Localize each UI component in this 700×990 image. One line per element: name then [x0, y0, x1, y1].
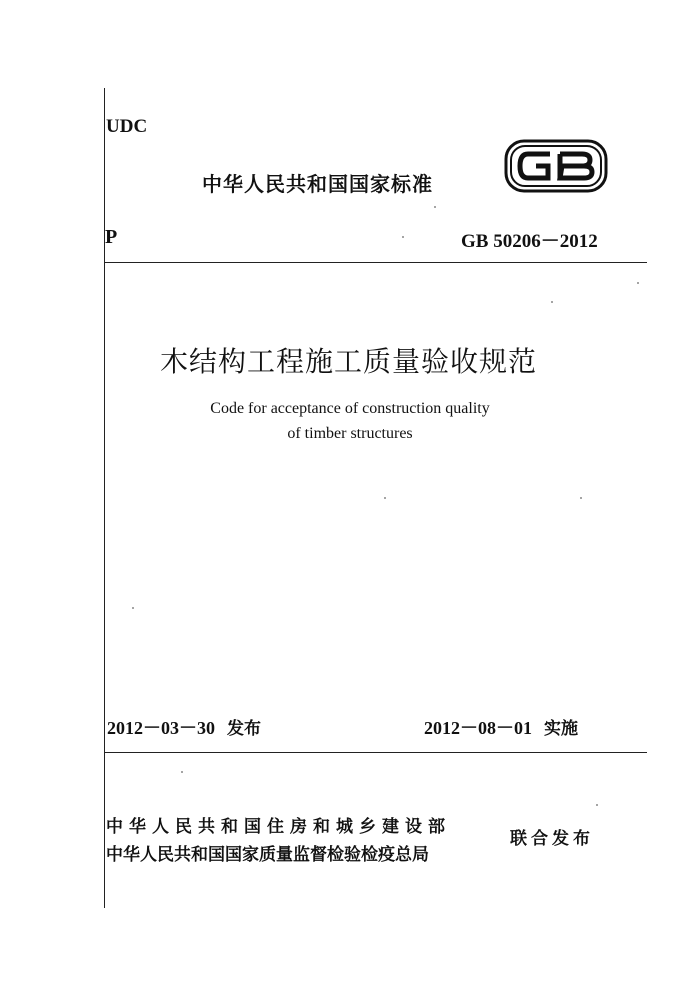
left-margin-rule: [104, 88, 105, 908]
scan-speck: [434, 206, 436, 208]
scan-speck: [580, 497, 582, 499]
udc-label: UDC: [106, 116, 148, 137]
scan-speck: [551, 301, 553, 303]
title-english: [120, 396, 580, 446]
header-divider: [104, 262, 647, 263]
scan-speck: [637, 282, 639, 284]
issue-date: 2012－03－30: [107, 718, 215, 738]
implement-info: [424, 714, 578, 740]
standard-number: GB 50206－2012: [461, 231, 598, 252]
title-chinese: 木结构工程施工质量验收规范: [160, 345, 538, 378]
implement-date: 2012－08－01: [424, 718, 532, 738]
scan-speck: [384, 497, 386, 499]
issue-info: [107, 714, 261, 740]
category-code: P: [105, 226, 118, 248]
issue-label: 发布: [227, 719, 261, 739]
title-english-line1: Code for acceptance of construction quality: [210, 400, 490, 417]
scan-speck: [402, 236, 404, 238]
date-divider: [104, 752, 647, 753]
publisher-ministry: 中华人民共和国住房和城乡建设部: [106, 817, 451, 837]
publisher-aqsiq: 中华人民共和国国家质量监督检验检疫总局: [106, 845, 429, 865]
national-standard-label: 中华人民共和国国家标准: [202, 172, 433, 196]
implement-label: 实施: [544, 719, 578, 739]
scan-speck: [596, 804, 598, 806]
scan-speck: [132, 607, 134, 609]
gb-logo: [504, 138, 608, 194]
title-english-line2: of timber structures: [287, 425, 413, 442]
joint-publish-label: 联合发布: [510, 829, 594, 849]
scan-speck: [181, 771, 183, 773]
